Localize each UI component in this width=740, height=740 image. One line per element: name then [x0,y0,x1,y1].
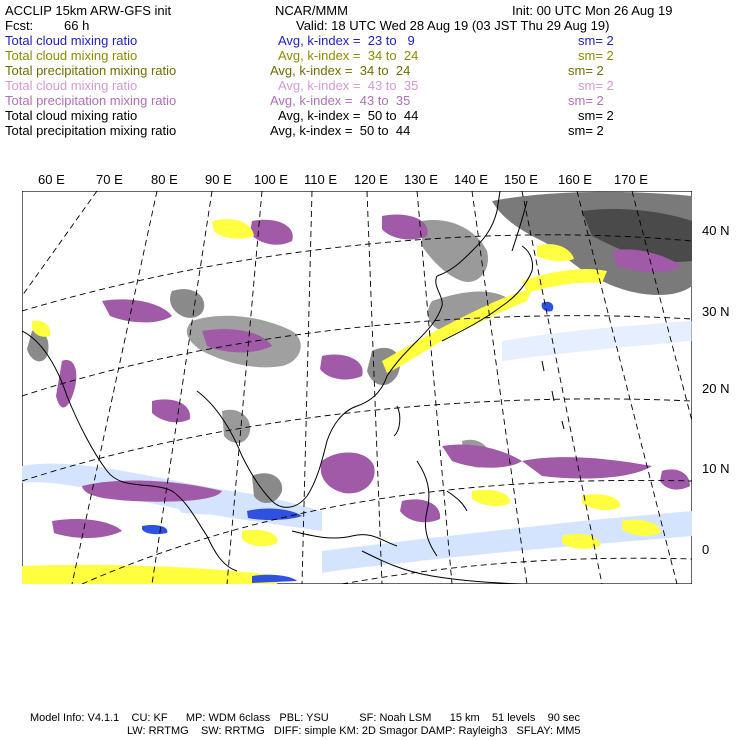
lon-label: 130 E [404,172,438,187]
model-info-line-2: LW: RRTMG SW: RRTMG DIFF: simple KM: 2D Smagor DAMP: Rayleigh3 SFLAY: MM5 [127,725,581,737]
lat-label: 10 N [702,461,730,476]
legend-row-4-sm: sm= 2 [578,78,614,93]
lon-label: 170 E [614,172,648,187]
legend-row-5-avg: Avg, k-index = 43 to 35 [270,93,411,108]
legend-row-3-name: Total precipitation mixing ratio [5,63,177,78]
legend-row-5-name: Total precipitation mixing ratio [5,93,177,108]
lon-label: 90 E [205,172,232,187]
valid-time: Valid: 18 UTC Wed 28 Aug 19 (03 JST Thu 29 Aug 19) [296,18,610,33]
fcst-value: 66 h [64,18,90,33]
fcst-label: Fcst: [5,18,34,33]
lon-label: 160 E [558,172,592,187]
map-title: ACCLIP 15km ARW-GFS init [5,3,172,18]
legend-row-7-sm: sm= 2 [568,123,604,138]
lon-label: 80 E [151,172,178,187]
lat-label: 20 N [702,381,730,396]
lon-label: 70 E [96,172,123,187]
lon-label: 60 E [38,172,65,187]
lat-label: 40 N [702,223,730,238]
legend-row-5-sm: sm= 2 [568,93,604,108]
legend-row-6-avg: Avg, k-index = 50 to 44 [278,108,419,123]
legend-row-2-avg: Avg, k-index = 34 to 24 [278,48,419,63]
lon-label: 140 E [454,172,488,187]
legend-row-3-avg: Avg, k-index = 34 to 24 [270,63,411,78]
legend-row-1-avg: Avg, k-index = 23 to 9 [278,33,415,48]
init-time: Init: 00 UTC Mon 26 Aug 19 [512,3,673,18]
legend-row-2-name: Total cloud mixing ratio [5,48,138,63]
map-panel[interactable] [22,191,692,584]
lon-label: 100 E [254,172,288,187]
legend-row-4-name: Total cloud mixing ratio [5,78,138,93]
legend-row-7-name: Total precipitation mixing ratio [5,123,177,138]
lat-label: 30 N [702,304,730,319]
legend-row-2-sm: sm= 2 [578,48,614,63]
lon-label: 150 E [504,172,538,187]
legend-row-6-name: Total cloud mixing ratio [5,108,138,123]
center-title: NCAR/MMM [275,3,348,18]
legend-row-3-sm: sm= 2 [568,63,604,78]
legend-row-6-sm: sm= 2 [578,108,614,123]
legend-row-7-avg: Avg, k-index = 50 to 44 [270,123,411,138]
model-info-line-1: Model Info: V4.1.1 CU: KF MP: WDM 6class PBL: YSU SF: Noah LSM 15 km 51 levels 90 sec [30,712,580,724]
legend-row-4-avg: Avg, k-index = 43 to 35 [278,78,419,93]
lon-label: 120 E [354,172,388,187]
legend-row-1-name: Total cloud mixing ratio [5,33,138,48]
lat-label: 0 [702,542,710,557]
lon-label: 110 E [304,172,338,187]
legend-row-1-sm: sm= 2 [578,33,614,48]
